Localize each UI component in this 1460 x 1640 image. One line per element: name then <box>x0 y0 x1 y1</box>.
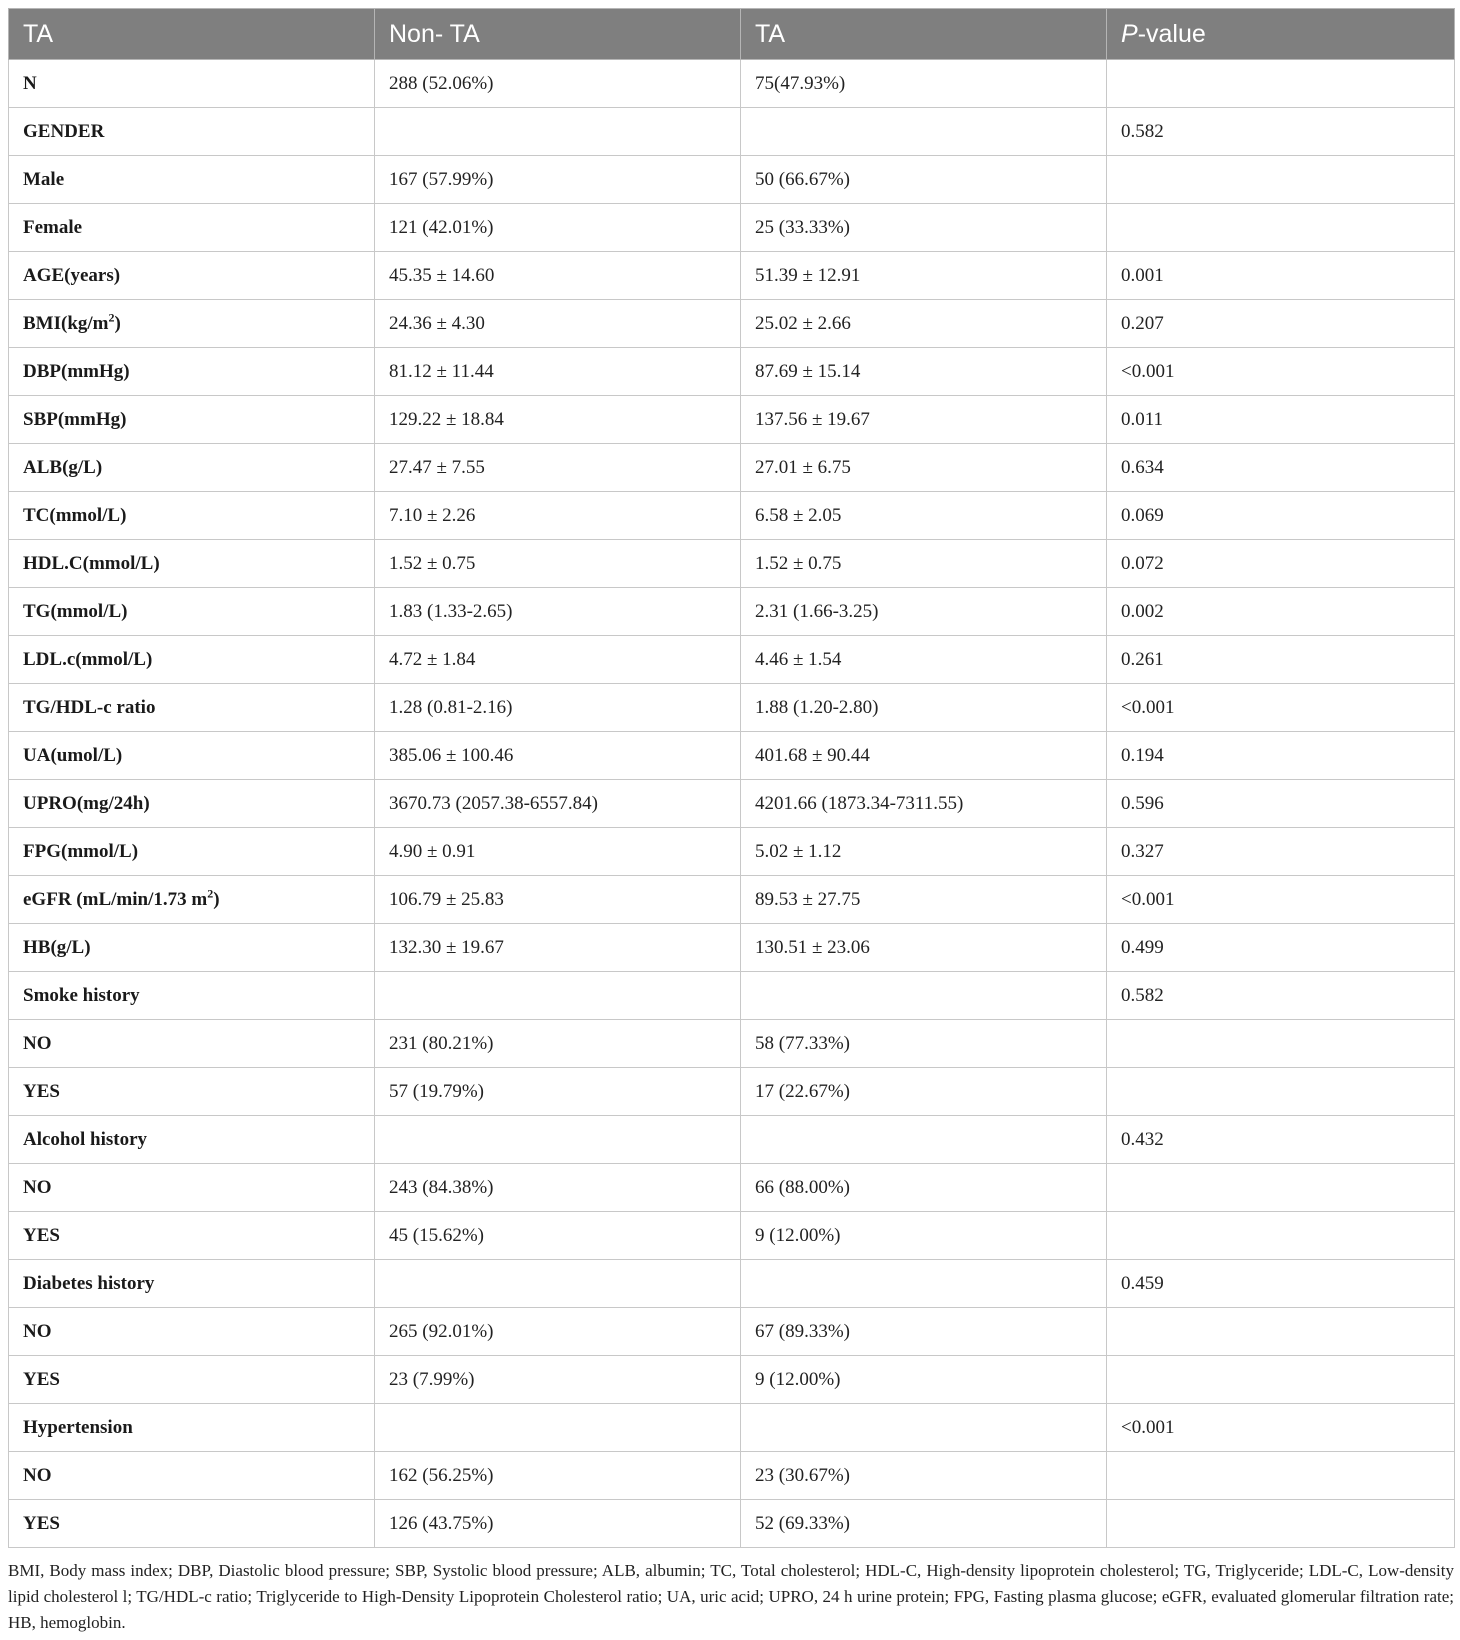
row-label-text: SBP(mmHg) <box>23 408 127 430</box>
cell-ta: 66 (88.00%) <box>741 1164 1107 1212</box>
row-label-text: Male <box>23 168 65 190</box>
cell-p-value <box>1107 1212 1455 1260</box>
row-label-text: N <box>23 72 37 94</box>
table-row <box>9 396 1455 444</box>
row-label-text: GENDER <box>23 120 105 142</box>
header-ta-group: TA <box>9 9 375 60</box>
table-row <box>9 1116 1455 1164</box>
data-table <box>8 8 1455 1548</box>
cell-ta: 1.88 (1.20-2.80) <box>741 684 1107 732</box>
cell-ta <box>741 1260 1107 1308</box>
header-p-letter: P <box>1121 19 1138 48</box>
row-label <box>9 492 375 540</box>
cell-p-value <box>1107 1356 1455 1404</box>
row-label <box>9 1452 375 1500</box>
cell-non-ta: 4.72 ± 1.84 <box>375 636 741 684</box>
cell-p-value: 0.596 <box>1107 780 1455 828</box>
table-row <box>9 924 1455 972</box>
table-row <box>9 1452 1455 1500</box>
row-label-text: Female <box>23 216 83 238</box>
cell-non-ta: 57 (19.79%) <box>375 1068 741 1116</box>
table-row <box>9 828 1455 876</box>
cell-p-value <box>1107 60 1455 108</box>
cell-non-ta: 288 (52.06%) <box>375 60 741 108</box>
table-row <box>9 732 1455 780</box>
row-label <box>9 972 375 1020</box>
table-row <box>9 1068 1455 1116</box>
cell-non-ta <box>375 108 741 156</box>
table-row <box>9 1020 1455 1068</box>
row-label-text: Alcohol history <box>23 1128 148 1150</box>
cell-non-ta: 3670.73 (2057.38-6557.84) <box>375 780 741 828</box>
table-row <box>9 876 1455 924</box>
table-header <box>9 9 1455 60</box>
row-label <box>9 588 375 636</box>
row-label <box>9 1500 375 1548</box>
cell-p-value: 0.002 <box>1107 588 1455 636</box>
cell-p-value: <0.001 <box>1107 876 1455 924</box>
table-row <box>9 300 1455 348</box>
row-label <box>9 300 375 348</box>
cell-non-ta: 1.83 (1.33-2.65) <box>375 588 741 636</box>
cell-ta: 25.02 ± 2.66 <box>741 300 1107 348</box>
table-row <box>9 1356 1455 1404</box>
cell-non-ta: 231 (80.21%) <box>375 1020 741 1068</box>
table-row <box>9 492 1455 540</box>
header-p-suffix: -value <box>1137 19 1206 48</box>
cell-ta <box>741 972 1107 1020</box>
row-label <box>9 348 375 396</box>
row-label-text: UA(umol/L) <box>23 744 123 766</box>
table-container <box>8 8 1454 1636</box>
row-label-text: DBP(mmHg) <box>23 360 130 382</box>
cell-non-ta <box>375 1404 741 1452</box>
cell-ta: 6.58 ± 2.05 <box>741 492 1107 540</box>
row-label <box>9 60 375 108</box>
table-row <box>9 780 1455 828</box>
table-row <box>9 60 1455 108</box>
cell-ta: 401.68 ± 90.44 <box>741 732 1107 780</box>
cell-non-ta: 126 (43.75%) <box>375 1500 741 1548</box>
row-label <box>9 924 375 972</box>
cell-ta: 9 (12.00%) <box>741 1356 1107 1404</box>
cell-p-value: 0.011 <box>1107 396 1455 444</box>
header-ta: TA <box>741 9 1107 60</box>
row-label-text: NO <box>23 1032 52 1054</box>
cell-p-value: 0.069 <box>1107 492 1455 540</box>
row-label-text: TG/HDL-c ratio <box>23 696 156 718</box>
table-row <box>9 348 1455 396</box>
cell-p-value: 0.001 <box>1107 252 1455 300</box>
cell-p-value <box>1107 1068 1455 1116</box>
cell-p-value <box>1107 1308 1455 1356</box>
cell-ta: 137.56 ± 19.67 <box>741 396 1107 444</box>
cell-non-ta <box>375 1260 741 1308</box>
table-row <box>9 444 1455 492</box>
cell-p-value <box>1107 204 1455 252</box>
cell-p-value: 0.499 <box>1107 924 1455 972</box>
row-label <box>9 636 375 684</box>
header-row <box>9 9 1455 60</box>
row-label <box>9 1020 375 1068</box>
cell-ta: 75(47.93%) <box>741 60 1107 108</box>
cell-non-ta: 121 (42.01%) <box>375 204 741 252</box>
table-row <box>9 1164 1455 1212</box>
cell-non-ta: 45 (15.62%) <box>375 1212 741 1260</box>
table-row <box>9 1212 1455 1260</box>
cell-p-value: 0.634 <box>1107 444 1455 492</box>
cell-non-ta: 27.47 ± 7.55 <box>375 444 741 492</box>
cell-ta: 52 (69.33%) <box>741 1500 1107 1548</box>
cell-ta: 1.52 ± 0.75 <box>741 540 1107 588</box>
row-label <box>9 1164 375 1212</box>
table-row <box>9 636 1455 684</box>
row-label <box>9 1356 375 1404</box>
row-label <box>9 1404 375 1452</box>
cell-p-value: 0.327 <box>1107 828 1455 876</box>
table-body <box>9 60 1455 1548</box>
cell-non-ta: 167 (57.99%) <box>375 156 741 204</box>
row-label <box>9 780 375 828</box>
cell-p-value <box>1107 1020 1455 1068</box>
row-label <box>9 1116 375 1164</box>
table-row <box>9 1404 1455 1452</box>
cell-ta <box>741 1116 1107 1164</box>
cell-non-ta: 106.79 ± 25.83 <box>375 876 741 924</box>
cell-p-value: <0.001 <box>1107 348 1455 396</box>
cell-p-value: 0.261 <box>1107 636 1455 684</box>
cell-non-ta: 23 (7.99%) <box>375 1356 741 1404</box>
row-label <box>9 1260 375 1308</box>
cell-p-value: 0.582 <box>1107 108 1455 156</box>
header-p-value <box>1107 9 1455 60</box>
cell-ta: 2.31 (1.66-3.25) <box>741 588 1107 636</box>
row-label-text: FPG(mmol/L) <box>23 840 139 862</box>
cell-p-value: 0.432 <box>1107 1116 1455 1164</box>
cell-p-value <box>1107 1500 1455 1548</box>
row-label <box>9 204 375 252</box>
table-row <box>9 540 1455 588</box>
row-label-text: YES <box>23 1368 60 1390</box>
cell-ta: 5.02 ± 1.12 <box>741 828 1107 876</box>
table-row <box>9 252 1455 300</box>
cell-p-value: <0.001 <box>1107 684 1455 732</box>
row-label <box>9 108 375 156</box>
table-row <box>9 204 1455 252</box>
row-label-text: ALB(g/L) <box>23 456 103 478</box>
cell-ta: 25 (33.33%) <box>741 204 1107 252</box>
cell-p-value <box>1107 1452 1455 1500</box>
row-label <box>9 156 375 204</box>
row-label <box>9 732 375 780</box>
cell-ta: 27.01 ± 6.75 <box>741 444 1107 492</box>
cell-ta: 17 (22.67%) <box>741 1068 1107 1116</box>
table-row <box>9 156 1455 204</box>
row-label <box>9 1308 375 1356</box>
cell-ta: 9 (12.00%) <box>741 1212 1107 1260</box>
row-label-superscript: 2 <box>207 886 214 901</box>
table-row <box>9 108 1455 156</box>
table-footnote: BMI, Body mass index; DBP, Diastolic blood pressure; SBP, Systolic blood pressure; ALB, albumin; TC, Total cholesterol; HDL-C, High-density lipoprotein cholesterol; TG, Triglyceride; LDL-C, Low-density lipid cholesterol l; TG/HDL-c ratio; Triglyceride to High-Density Lipoprotein Cholesterol ratio; UA, uric acid; UPRO, 24 h urine protein; FPG, Fasting plasma glucose; eGFR, evaluated glomerular filtration rate; HB, hemoglobin. <box>8 1561 1454 1632</box>
cell-p-value: <0.001 <box>1107 1404 1455 1452</box>
cell-non-ta: 24.36 ± 4.30 <box>375 300 741 348</box>
cell-p-value: 0.072 <box>1107 540 1455 588</box>
row-label-text: Diabetes history <box>23 1272 155 1294</box>
cell-ta: 89.53 ± 27.75 <box>741 876 1107 924</box>
header-non-ta: Non- TA <box>375 9 741 60</box>
row-label <box>9 1212 375 1260</box>
cell-non-ta: 81.12 ± 11.44 <box>375 348 741 396</box>
row-label-text: HB(g/L) <box>23 936 91 958</box>
row-label-text: Hypertension <box>23 1416 133 1438</box>
cell-ta: 130.51 ± 23.06 <box>741 924 1107 972</box>
cell-ta: 23 (30.67%) <box>741 1452 1107 1500</box>
cell-p-value: 0.207 <box>1107 300 1455 348</box>
cell-non-ta: 1.52 ± 0.75 <box>375 540 741 588</box>
row-label-text: LDL.c(mmol/L) <box>23 648 153 670</box>
cell-non-ta: 7.10 ± 2.26 <box>375 492 741 540</box>
row-label <box>9 1068 375 1116</box>
cell-non-ta: 45.35 ± 14.60 <box>375 252 741 300</box>
table-row <box>9 1500 1455 1548</box>
table-row <box>9 684 1455 732</box>
row-label <box>9 540 375 588</box>
cell-ta: 58 (77.33%) <box>741 1020 1107 1068</box>
cell-non-ta: 132.30 ± 19.67 <box>375 924 741 972</box>
row-label-text: YES <box>23 1080 60 1102</box>
cell-ta <box>741 1404 1107 1452</box>
cell-ta: 4.46 ± 1.54 <box>741 636 1107 684</box>
row-label-text: TG(mmol/L) <box>23 600 128 622</box>
row-label-tail: ) <box>213 888 220 910</box>
row-label-text: eGFR (mL/min/1.73 m <box>23 888 208 910</box>
cell-non-ta: 129.22 ± 18.84 <box>375 396 741 444</box>
cell-p-value <box>1107 156 1455 204</box>
row-label-text: NO <box>23 1176 52 1198</box>
cell-non-ta: 1.28 (0.81-2.16) <box>375 684 741 732</box>
cell-non-ta <box>375 972 741 1020</box>
row-label <box>9 444 375 492</box>
row-label-text: UPRO(mg/24h) <box>23 792 150 814</box>
cell-ta: 87.69 ± 15.14 <box>741 348 1107 396</box>
cell-non-ta: 243 (84.38%) <box>375 1164 741 1212</box>
row-label <box>9 396 375 444</box>
row-label-text: AGE(years) <box>23 264 121 286</box>
table-row <box>9 1308 1455 1356</box>
row-label-text: BMI(kg/m <box>23 312 109 334</box>
row-label-text: HDL.C(mmol/L) <box>23 552 160 574</box>
cell-non-ta: 385.06 ± 100.46 <box>375 732 741 780</box>
row-label-text: Smoke history <box>23 984 140 1006</box>
row-label <box>9 252 375 300</box>
row-label-text: NO <box>23 1320 52 1342</box>
cell-ta: 4201.66 (1873.34-7311.55) <box>741 780 1107 828</box>
row-label-text: NO <box>23 1464 52 1486</box>
cell-p-value: 0.459 <box>1107 1260 1455 1308</box>
row-label <box>9 876 375 924</box>
row-label-text: TC(mmol/L) <box>23 504 127 526</box>
table-row <box>9 588 1455 636</box>
row-label <box>9 828 375 876</box>
cell-p-value <box>1107 1164 1455 1212</box>
row-label-text: YES <box>23 1512 60 1534</box>
table-row <box>9 972 1455 1020</box>
cell-non-ta: 4.90 ± 0.91 <box>375 828 741 876</box>
cell-non-ta <box>375 1116 741 1164</box>
cell-non-ta: 265 (92.01%) <box>375 1308 741 1356</box>
cell-p-value: 0.582 <box>1107 972 1455 1020</box>
row-label-tail: ) <box>114 312 121 334</box>
cell-ta <box>741 108 1107 156</box>
cell-ta: 51.39 ± 12.91 <box>741 252 1107 300</box>
table-row <box>9 1260 1455 1308</box>
cell-ta: 50 (66.67%) <box>741 156 1107 204</box>
cell-non-ta: 162 (56.25%) <box>375 1452 741 1500</box>
row-label <box>9 684 375 732</box>
row-label-superscript: 2 <box>108 310 115 325</box>
row-label-text: YES <box>23 1224 60 1246</box>
cell-ta: 67 (89.33%) <box>741 1308 1107 1356</box>
cell-p-value: 0.194 <box>1107 732 1455 780</box>
